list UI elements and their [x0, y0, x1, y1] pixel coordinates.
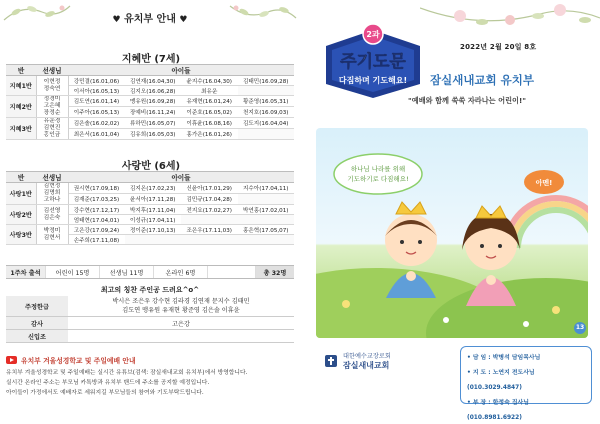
- teacher-cell: [36, 96, 68, 118]
- notice-section: [6, 355, 294, 398]
- attendance-kids: 어린이 15명: [46, 266, 100, 278]
- teacher-cell: [36, 205, 68, 225]
- teacher-cell: [36, 118, 68, 140]
- teacher-name: 이현정: [43, 78, 61, 85]
- motto: "예배와 함께 쑥쑥 자라나는 어린이!": [408, 96, 526, 105]
- teacher-name: 장정순: [43, 110, 61, 116]
- teacher-name: 박정미: [43, 227, 61, 234]
- class-title-love: 사랑반 (6세): [121, 161, 181, 172]
- praying-children-illustration: [316, 128, 588, 338]
- child-cell: 강민결(16.01,06): [68, 76, 125, 86]
- class-name-cell: 사랑2반: [6, 205, 36, 225]
- child-cell: 권시현(17.09,18): [68, 183, 125, 194]
- child-cell: 지수아(17.04,11): [238, 183, 295, 194]
- child-cell: 신윤아(17.01,29): [181, 183, 238, 194]
- child-cell: 이성규(17.04,11): [125, 215, 182, 225]
- child-cell: [238, 235, 295, 245]
- child-cell: 김지온(17.02,23): [125, 183, 182, 194]
- table-header-row: 반 선생님 아이들: [6, 65, 294, 76]
- child-cell: 이주아(16.05,13): [68, 107, 125, 118]
- child-cell: 홍가은(16.01,26): [181, 129, 238, 140]
- child-cell: [125, 235, 182, 245]
- child-cell: [238, 129, 295, 140]
- flower-decoration-icon: [420, 0, 600, 34]
- child-cell: 강수현(17.12,17): [68, 205, 125, 215]
- award-names-line: 김도연 맹유원 유재현 황준영 김은솔 이휴윤: [122, 307, 240, 314]
- child-cell: 김민규(17.04,28): [181, 194, 238, 205]
- child-cell: [238, 86, 295, 96]
- info-director: • 부 장 : 한정숙 집사님 (010.8981.6922): [467, 400, 529, 421]
- child-cell: [181, 235, 238, 245]
- teacher-name: 고은혜: [43, 103, 61, 109]
- teacher-name: 고하나: [43, 197, 61, 203]
- child-cell: 윤서아(17.11,28): [125, 194, 182, 205]
- child-cell: 이서아(16.05,13): [68, 86, 125, 96]
- child-cell: 손주희(17.11,08): [68, 235, 125, 245]
- child-cell: [238, 194, 295, 205]
- class-name-cell: 사랑3반: [6, 225, 36, 245]
- bubble-left-line1: 하나님 나라를 위해: [350, 165, 406, 173]
- info-pastor: • 담 임 : 박병석 담임목사님: [467, 355, 541, 361]
- child-cell: 윤지수(16.04,30): [181, 76, 238, 86]
- class-title-wisdom: 지혜반 (7세): [121, 54, 181, 65]
- child-cell: 천지호(16.09,03): [238, 107, 295, 118]
- child-cell: 김연재(16.04,30): [125, 76, 182, 86]
- roster-table-love: [6, 171, 294, 245]
- awards-row: 신입조: [6, 330, 294, 343]
- attendance-total: 총 32명: [256, 266, 294, 278]
- church-logo: 대한예수교장로회 잠실새내교회: [324, 352, 391, 370]
- table-row: [6, 205, 294, 215]
- class-name-cell: 사랑1반: [6, 183, 36, 205]
- class-name-cell: 지혜3반: [6, 118, 36, 140]
- child-cell: 김도지(16.04,04): [238, 118, 295, 129]
- attendance-label: 1주차 출석: [6, 266, 46, 278]
- badge-title: 주기도문: [340, 52, 406, 72]
- child-cell: 김은솔(16.02,02): [68, 118, 125, 129]
- child-cell: [238, 215, 295, 225]
- teacher-cell: [36, 76, 68, 96]
- youtube-icon: [6, 356, 17, 364]
- church-logo-icon: [324, 354, 338, 368]
- notice-body: 유치부 겨울성경학교 및 주일예배는 실시간 유튜브(검색: 잠실새내교회 유치부)에서 방영합니다. 실시간 온라인 주소는 부모님 카톡방과 유치부 밴드에 주소를 공지할 예정입니다. 아이들이 가정에서도 예배자로 세워지길 부모님들의 참여와 기도부탁드립니다.: [6, 370, 248, 396]
- teacher-name: 정경미: [43, 96, 61, 102]
- page-number-badge: 13: [574, 322, 586, 334]
- page-title: ♥ 유치부 안내 ♥: [112, 14, 188, 25]
- child-cell: 김재준(17.03,25): [68, 194, 125, 205]
- right-page: [300, 0, 600, 424]
- awards-row: 주정한급 박시은 조은우 강수현 김라경 김연재 문지수 김태민 김도연 맹유원 유재현 황준영 김은솔 이휴윤: [6, 296, 294, 317]
- child-cell: 김도연(16.01,14): [68, 96, 125, 107]
- teacher-name: 김현서: [43, 234, 61, 241]
- child-cell: 엄태현(17.04,01): [68, 215, 125, 225]
- teacher-name: 김은숙: [43, 214, 61, 221]
- attendance-teachers: 선생님 11명: [100, 266, 154, 278]
- teacher-name: 유운경: [43, 118, 61, 124]
- child-cell: [181, 215, 238, 225]
- awards-row: 감사 고은강: [6, 317, 294, 330]
- child-cell: 김태민(16.09,28): [238, 76, 295, 86]
- teacher-name: 홍인금: [43, 132, 61, 138]
- table-row: [6, 76, 294, 86]
- child-cell: 정이준(17.10,13): [125, 225, 182, 235]
- table-row: [6, 183, 294, 194]
- bubble-left-line2: 기도하기로 다짐해요!: [347, 175, 409, 183]
- table-row: [6, 96, 294, 107]
- lesson-badge: [318, 20, 428, 102]
- table-row: [6, 225, 294, 235]
- child-cell: 이준호(16.05,02): [181, 107, 238, 118]
- notice-heading: 유치부 겨울성경학교 및 주일예배 안내: [6, 355, 294, 365]
- child-cell: 전지요(17.02,27): [181, 205, 238, 215]
- child-cell: 유재현(16.01,24): [181, 96, 238, 107]
- teacher-name: 김선영: [43, 207, 61, 214]
- child-cell: 박지후(17.11,04): [125, 205, 182, 215]
- teacher-name: 김현정: [43, 183, 61, 189]
- attendance-blank: [208, 266, 256, 278]
- bubble-right: 아멘!: [535, 179, 553, 187]
- heart-icon: ♥: [112, 15, 121, 25]
- teacher-name: 김명희: [43, 190, 61, 196]
- child-cell: 박연홍(17.02,01): [238, 205, 295, 215]
- child-cell: 김유희(16.05,03): [125, 129, 182, 140]
- roster-table-wisdom: [6, 64, 294, 140]
- teacher-name: 김현진: [43, 125, 61, 131]
- staff-info-box: [460, 346, 592, 421]
- child-cell: 조은우(17.11,03): [181, 225, 238, 235]
- badge-subtitle: 다짐하며 기도해요!: [338, 76, 408, 85]
- issue-date: 2022년 2월 20일 8호: [460, 43, 537, 51]
- teacher-cell: [36, 183, 68, 205]
- awards-table: [6, 296, 294, 343]
- awards-title: 최고의 칭찬 주인공 드려요^o^: [100, 286, 200, 294]
- illustration-icon: [316, 128, 588, 338]
- class-name-cell: 지혜2반: [6, 96, 36, 118]
- info-minister: • 지 도 : 노연지 전도사님 (010.3029.4847): [467, 370, 535, 391]
- child-cell: 최유운: [181, 86, 238, 96]
- teacher-name: 정숙연: [43, 85, 61, 92]
- teacher-cell: [36, 225, 68, 245]
- table-header-row: 반 선생님 아이들: [6, 172, 294, 183]
- heart-icon: ♥: [179, 15, 188, 25]
- attendance-online: 온라인 6명: [154, 266, 208, 278]
- child-cell: 류하민(16.05,07): [125, 118, 182, 129]
- awards-names: [68, 296, 294, 317]
- child-cell: 이휴윤(16.08,16): [181, 118, 238, 129]
- child-cell: 장예비(16.11,24): [125, 107, 182, 118]
- church-name: 잠실새내교회 유치부: [430, 73, 534, 87]
- child-cell: 홍은혁(17.05,07): [238, 225, 295, 235]
- child-cell: 황준영(16.05,31): [238, 96, 295, 107]
- child-cell: 고은강(17.09,24): [68, 225, 125, 235]
- badge-ordinal: 2과: [366, 30, 380, 39]
- award-names-line: 박시은 조은우 강수현 김라경 김연재 문지수 김태민: [112, 298, 250, 305]
- child-cell: 김지오(16.06,28): [125, 86, 182, 96]
- class-name-cell: 지혜1반: [6, 76, 36, 96]
- attendance-stats: [6, 265, 294, 279]
- table-row: [6, 118, 294, 129]
- child-cell: 최은서(16.01,04): [68, 129, 125, 140]
- child-cell: 맹유원(16.09,28): [125, 96, 182, 107]
